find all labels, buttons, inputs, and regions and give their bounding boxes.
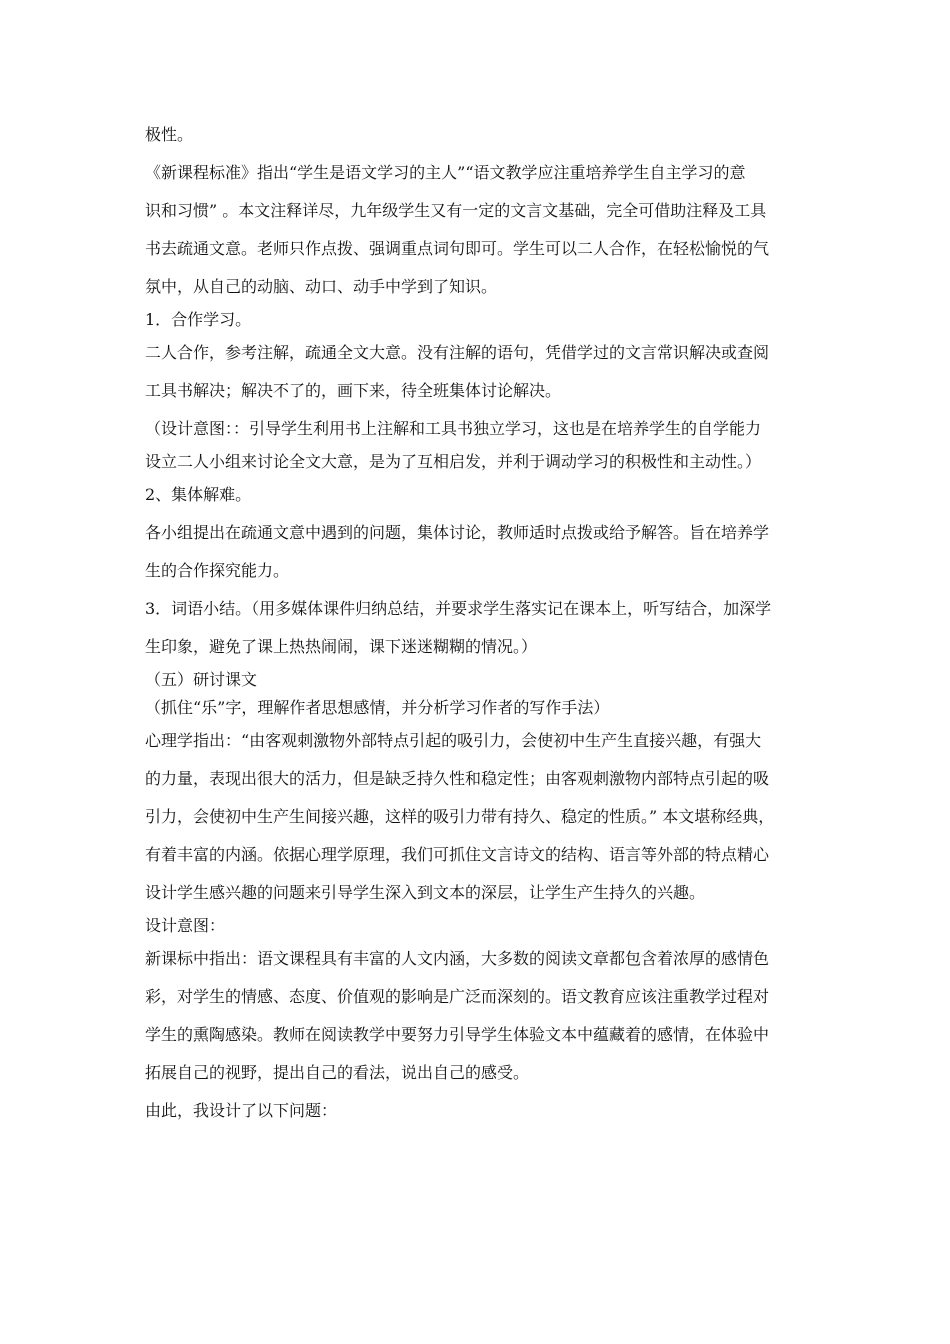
text-line: 1．合作学习。 <box>145 310 252 329</box>
text-line: 生的合作探究能力。 <box>145 561 290 580</box>
text-line: 有着丰富的内涵。依据心理学原理，我们可抓住文言诗文的结构、语言等外部的特点精心 <box>145 845 770 864</box>
text-line: 心理学指出：“由客观刺激物外部特点引起的吸引力，会使初中生产生直接兴趣，有强大 <box>145 731 762 750</box>
text-line: 工具书解决；解决不了的，画下来，待全班集体讨论解决。 <box>145 381 562 400</box>
text-line: 生印象，避免了课上热热闹闹，课下迷迷糊糊的情况。） <box>145 637 538 656</box>
text-line: 彩，对学生的情感、态度、价值观的影响是广泛而深刻的。语文教育应该注重教学过程对 <box>145 987 770 1006</box>
text-line: 极性。 <box>145 125 194 144</box>
text-line: 各小组提出在疏通文意中遇到的问题，集体讨论，教师适时点拨或给予解答。旨在培养学 <box>145 523 770 542</box>
text-line: 《新课程标准》指出“学生是语文学习的主人”“语文教学应注重培养学生自主学习的意 <box>145 163 746 182</box>
text-line: 由此，我设计了以下问题： <box>145 1101 338 1120</box>
text-line: （抓住“乐”字，理解作者思想感情，并分析学习作者的写作手法） <box>145 698 610 717</box>
text-line: 设计意图： <box>145 916 226 935</box>
document-body <box>145 116 815 1130</box>
section-heading: （五）研讨课文 <box>145 670 258 689</box>
text-line: 新课标中指出：语文课程具有丰富的人文内涵，大多数的阅读文章都包含着浓厚的感情色 <box>145 949 770 968</box>
text-line: 设计学生感兴趣的问题来引导学生深入到文本的深层，让学生产生持久的兴趣。 <box>145 883 706 902</box>
text-line: 的力量，表现出很大的活力，但是缺乏持久性和稳定性；由客观刺激物内部特点引起的吸 <box>145 769 770 788</box>
text-line: 氛中，从自己的动脑、动口、动手中学到了知识。 <box>145 277 498 296</box>
text-line: 识和习惯” 。本文注释详尽，九年级学生又有一定的文言文基础，完全可借助注释及工具 <box>145 201 767 220</box>
text-line: 学生的熏陶感染。教师在阅读教学中要努力引导学生体验文本中蕴藏着的感情，在体验中 <box>145 1025 770 1044</box>
text-line: 2、集体解难。 <box>145 485 252 504</box>
text-line: （设计意图：：引导学生利用书上注解和工具书独立学习，这也是在培养学生的自学能力 <box>145 419 762 438</box>
text-line: 3．词语小结。（用多媒体课件归纳总结，并要求学生落实记在课本上，听写结合，加深学 <box>145 599 772 618</box>
text-line: 书去疏通文意。老师只作点拨、强调重点词句即可。学生可以二人合作，在轻松愉悦的气 <box>145 239 770 258</box>
text-line: 设立二人小组来讨论全文大意，是为了互相启发，并利于调动学习的积极性和主动性。） <box>145 452 762 471</box>
text-line: 拓展自己的视野，提出自己的看法，说出自己的感受。 <box>145 1063 530 1082</box>
text-line: 二人合作，参考注解，疏通全文大意。没有注解的语句，凭借学过的文言常识解决或查阅 <box>145 343 770 362</box>
text-line: 引力，会使初中生产生间接兴趣，这样的吸引力带有持久、稳定的性质。” 本文堪称经典， <box>145 807 775 826</box>
